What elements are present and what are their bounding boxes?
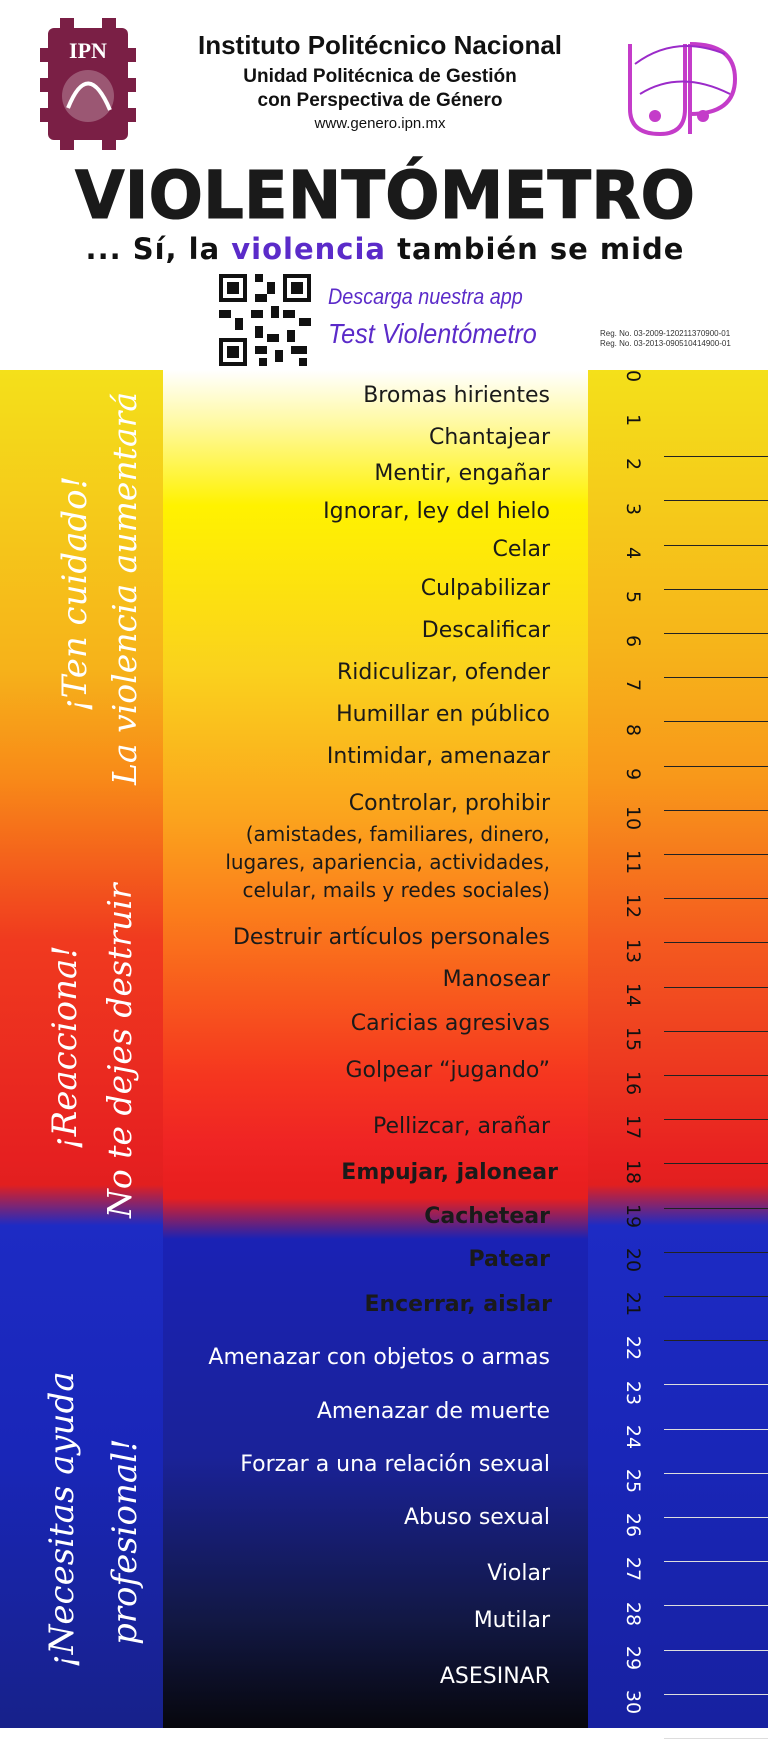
scale-number: 13 (622, 938, 644, 963)
scale-number: 26 (622, 1513, 644, 1538)
violence-item: Intimidar, amenazar (326, 744, 550, 769)
violence-item: Mutilar (473, 1608, 550, 1633)
scale-tick-line (664, 1473, 768, 1474)
react-label: ¡Reacciona! (45, 945, 85, 1150)
scale-tick-line (664, 898, 768, 899)
violence-item: Mentir, engañar (374, 461, 550, 486)
violence-item: Manosear (442, 967, 550, 992)
violence-item: Destruir artículos personales (232, 925, 550, 950)
scale-number: 5 (622, 590, 644, 604)
scale-number: 21 (622, 1292, 644, 1317)
subtitle-highlight: violencia (231, 232, 386, 266)
violence-item: Amenazar con objetos o armas (208, 1345, 550, 1370)
scale-number: 12 (622, 894, 644, 919)
registration-number-1: Reg. No. 03-2009-120211370900-01 (600, 329, 731, 338)
violence-item: Violar (487, 1561, 550, 1586)
scale-number: 27 (622, 1557, 644, 1582)
scale-tick-line (664, 1119, 768, 1120)
scale-tick-line (664, 1075, 768, 1076)
scale-tick-line (664, 810, 768, 811)
scale-tick-line (664, 1031, 768, 1032)
svg-text:IPN: IPN (69, 38, 107, 63)
subtitle-pre: ... Sí, la (85, 232, 232, 266)
scale-number: 7 (622, 679, 644, 692)
scale-tick-line (664, 1694, 768, 1695)
ipn-logo (40, 18, 136, 150)
scale-tick-line (664, 1208, 768, 1209)
scale-number: 2 (622, 458, 644, 471)
violence-item: Pellizcar, arañar (373, 1114, 550, 1139)
scale-tick-line (664, 1517, 768, 1518)
scale-number: 1 (622, 414, 644, 427)
help-sublabel: profesional! (105, 1438, 145, 1645)
caution-label: ¡Ten cuidado! (55, 475, 95, 712)
violence-item: Ridiculizar, ofender (336, 660, 550, 685)
violence-item: Forzar a una relación sexual (240, 1452, 550, 1477)
scale-number: 24 (622, 1424, 644, 1449)
scale-tick-line (664, 721, 768, 722)
violence-item: Celar (492, 537, 550, 562)
caution-sublabel: La violencia aumentará (105, 391, 144, 785)
upgpg-logo (615, 24, 740, 144)
scale-number: 11 (622, 850, 644, 875)
scale-number: 19 (622, 1203, 644, 1228)
violence-item-detail: celular, mails y redes sociales) (242, 878, 550, 902)
scale-tick-line (664, 545, 768, 546)
registration-number-2: Reg. No. 03-2013-090510414900-01 (600, 339, 731, 348)
violence-item: Cachetear (424, 1204, 550, 1229)
violence-item: Abuso sexual (403, 1505, 550, 1530)
scale-number: 16 (622, 1071, 644, 1096)
scale-number: 30 (622, 1689, 644, 1715)
scale-number: 4 (622, 546, 644, 559)
scale-number: 0 (622, 369, 644, 383)
subtitle (40, 232, 730, 266)
violence-item: Caricias agresivas (350, 1011, 550, 1036)
violence-item: Ignorar, ley del hielo (323, 499, 550, 524)
violence-item: Encerrar, aislar (364, 1292, 552, 1317)
violence-item: Patear (468, 1247, 550, 1272)
scale-number: 25 (622, 1468, 644, 1494)
scale-number: 3 (622, 502, 644, 515)
violence-item: Bromas hirientes (363, 383, 550, 408)
scale-number: 20 (622, 1247, 644, 1273)
scale-number: 10 (622, 805, 644, 831)
scale-tick-line (664, 1163, 768, 1164)
violence-item: Empujar, jalonear (341, 1160, 558, 1185)
scale-tick-line (664, 1340, 768, 1341)
help-label: ¡Necesitas ayuda (42, 1371, 82, 1668)
unit-name-line2: con Perspectiva de Género (257, 90, 503, 111)
violence-item: ASESINAR (439, 1664, 550, 1689)
scale-tick-line (664, 456, 768, 457)
scale-number: 23 (622, 1380, 644, 1405)
violence-item: Chantajear (428, 425, 550, 450)
subtitle-post: también se mide (385, 232, 685, 266)
scale-tick-line (664, 854, 768, 855)
scale-tick-line (664, 1384, 768, 1385)
scale-number: 28 (622, 1601, 644, 1626)
scale-tick-line (664, 677, 768, 678)
scale-tick-line (664, 1252, 768, 1253)
violence-item: Controlar, prohibir (348, 791, 550, 816)
scale-number: 8 (622, 723, 644, 736)
svg-text:VIOLENTÓMETRO: VIOLENTÓMETRO (75, 157, 695, 230)
violence-item-detail: (amistades, familiares, dinero, (245, 822, 550, 846)
scale-tick-line (664, 633, 768, 634)
violence-item: Golpear “jugando” (345, 1058, 550, 1083)
scale-number: 14 (622, 982, 644, 1007)
scale-tick-line (664, 1605, 768, 1606)
scale-tick-line (664, 987, 768, 988)
scale-number: 17 (622, 1115, 644, 1140)
react-sublabel: No te dejes destruir (100, 883, 139, 1218)
scale-tick-line (664, 942, 768, 943)
scale-tick-line (664, 1429, 768, 1430)
institution-name: Instituto Politécnico Nacional (197, 30, 563, 60)
app-download-label: Descarga nuestra app (328, 284, 523, 309)
qr-code[interactable] (215, 270, 315, 370)
unit-name-line1: Unidad Politécnica de Gestión (243, 66, 517, 87)
scale-number: 22 (622, 1336, 644, 1361)
app-name-link[interactable]: Test Violentómetro (328, 318, 537, 349)
page-title (70, 150, 700, 230)
violence-item: Humillar en público (336, 702, 550, 727)
scale-number: 15 (622, 1026, 644, 1052)
website-link[interactable]: www.genero.ipn.mx (314, 115, 446, 132)
violence-item: Descalificar (421, 618, 550, 643)
scale-number: 6 (622, 635, 644, 648)
scale-number: 18 (622, 1159, 644, 1184)
scale-tick-line (664, 1650, 768, 1651)
scale-tick-line (664, 1561, 768, 1562)
scale-number: 9 (622, 767, 644, 780)
violence-item: Amenazar de muerte (316, 1399, 550, 1424)
violence-item-detail: lugares, apariencia, actividades, (225, 850, 550, 874)
scale-tick-line (664, 589, 768, 590)
scale-tick-line (664, 500, 768, 501)
violence-item: Culpabilizar (420, 576, 550, 601)
scale-tick-line (664, 766, 768, 767)
scale-color-column (588, 370, 768, 1728)
scale-number: 29 (622, 1645, 644, 1670)
scale-tick-line (664, 1296, 768, 1297)
